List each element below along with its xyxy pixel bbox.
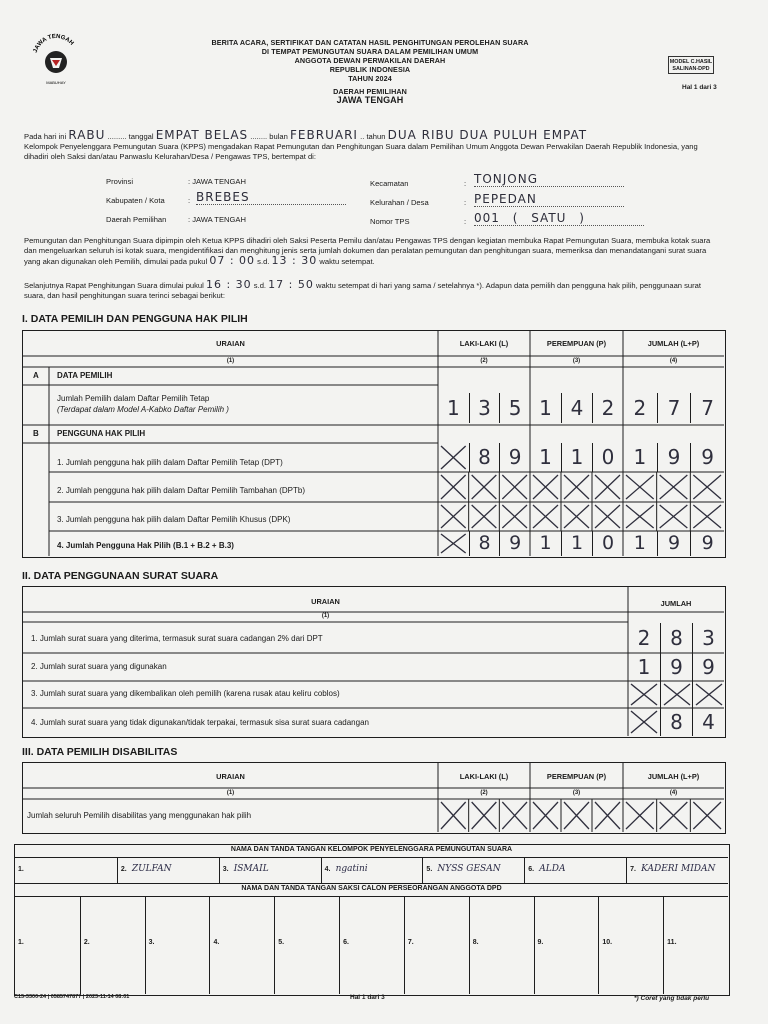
saksi-number: 3. <box>148 939 155 946</box>
b4-jumlah-digit-3: 9 <box>690 531 724 556</box>
saksi-number: 9. <box>537 939 544 946</box>
saksi-signature-11 <box>663 897 728 994</box>
b1-jumlah-digit-2: 9 <box>657 443 691 472</box>
s3-col-l: LAKI-LAKI (L) <box>459 772 509 781</box>
b1-jumlah-digit-3: 9 <box>690 443 724 472</box>
s1-num2: (2) <box>480 358 488 364</box>
b4-perempuan-digit-2: 1 <box>561 531 592 556</box>
s1-b-row4: 4. Jumlah Pengguna Hak Pilih (B.1 + B.2 + B.3) <box>57 541 234 550</box>
kpps-number: 7. <box>630 866 636 873</box>
kpps-signature-5 <box>422 858 524 883</box>
b4-perempuan-digit-3: 0 <box>592 531 623 556</box>
kpps-number: 4. <box>324 866 331 873</box>
s1-b-title: PENGGUNA HAK PILIH <box>57 429 146 438</box>
b1-perempuan-digit-3: 0 <box>592 443 623 472</box>
b4-jumlah-digit-2: 9 <box>657 531 691 556</box>
b1-perempuan-digit-1: 1 <box>539 445 552 469</box>
s3-col-p: PEREMPUAN (P) <box>546 772 607 781</box>
a-laki-digit-2: 3 <box>469 393 500 423</box>
b1-jumlah-digit-1: 1 <box>633 445 647 469</box>
saksi-signature-5 <box>274 897 339 994</box>
s2-row1: 1. Jumlah surat suara yang diterima, termasuk surat suara cadangan 2% dari DPT <box>31 634 323 643</box>
dapil-label: Daerah Pemilihan <box>106 215 167 224</box>
b4-laki-digit-2: 8 <box>469 531 500 556</box>
a-perempuan-digit-1: 1 <box>539 396 552 420</box>
b4-laki-digit-1 <box>438 531 469 556</box>
s1-col-uraian: URAIAN <box>216 339 245 348</box>
svg-text:MABUHAY: MABUHAY <box>46 80 66 85</box>
kpps-name: ngatini <box>335 864 368 874</box>
b1-laki-digit-1 <box>438 443 469 472</box>
s3-col-uraian: URAIAN <box>216 772 245 781</box>
s2-row4: 4. Jumlah surat suara yang tidak digunakan/tidak terpakai, termasuk sisa surat suara cadangan <box>31 718 369 727</box>
s2-num1: (1) <box>321 613 330 619</box>
saksi-signature-10 <box>598 897 663 994</box>
tps-label: Nomor TPS <box>370 217 410 226</box>
s1-a-row1: Jumlah Pemilih dalam Daftar Pemilih Tetap <box>57 394 210 403</box>
s3-perempuan <box>530 799 623 837</box>
s1-b-row2: 2. Jumlah pengguna hak pilih dalam Daftar Pemilih Tambahan (DPTb) <box>57 486 305 495</box>
kpps-signature-2 <box>117 858 219 883</box>
saksi-signature-4 <box>209 897 274 994</box>
s3-num2: (2) <box>480 790 488 796</box>
saksi-number: 8. <box>472 939 479 946</box>
form-page: JAWA TENGAH MABUHAY BERITA ACARA, SERTIFIKAT DAN CATATAN HASIL PENGHITUNGAN PEROLEHAN SUARA DI TEMPAT PEMUNGUTAN SUARA DALAM PEMILIHAN UMUM ANGGOTA DEWAN PERWAKILAN DAERAH REPUBLIK INDONESIA TAHUN 2024 DAERAH PEMILIHAN JAWA TENGAH MODEL C.HASIL SALINAN-DPD Hal 1 dari 3 Pada hari ini RABU ......... tanggal EMPAT BELAS ........ bulan FEBRUARI .. tahun DUA RIBU DUA PULUH EMPAT Kelompok Penyelenggara Pemungutan Suara (KPPS) mengadakan Rapat Pemungutan dan Penghitungan Suara dalam Pemilihan Umum Anggota Dewan Perwakilan Daerah Republik Indonesia, yang dihadiri oleh Saksi dan/atau Panwaslu Kelurahan/Desa / Pengawas TPS, bertempat di: Provinsi : JAWA TENGAH Kabupaten / Kota : BREBES Daerah Pemilihan : JAWA TENGAH Kecamatan : TONJONG Kelurahan / Desa : PEPEDAN Nomor TPS : 001 ( SATU ) Pemungutan dan Penghitungan Suara dipimpin oleh Ketua KPPS dihadiri oleh Saksi Peserta Pemilu dan/atau Pengawas TPS dengan kegiatan membuka Rapat Pemungutan Suara, membuka kotak suara dan mengeluarkan seluruh isi kotak suara, mengidentifikasi dan menghitung jenis serta jumlah dokumen dan peralatan pemungutan dan penghitungan suara, memeriksa dan menandatangani surat suara yang akan digunakan oleh Pemilih, dimulai pada pukul 07 : 00 s.d. 13 : 30 waktu setempat. Selanjutnya Rapat Penghitungan Suara dimulai pukul 16 : 30 s.d. 17 : 50 waktu setempat di hari yang sama / setelahnya *). Adapun data pemilih dan pengguna hak pilih, penggunaan surat suara, dan hasil penghitungan suara terinci sebagai berikut: I. DATA PEMILIH DAN PENGGUNA HAK PILIH URAIAN LAKI-LAKI (L) PEREMPUAN (P) JUMLAH (L+P) (1) (2) (3) (4) A DATA PEMILIH Jumlah Pemilih dalam Daftar Pemilih Tetap (Terdapat dalam Model A-Kabko Daftar Pemilih ) B PENGGUNA HAK PILIH 1. Jumlah pengguna hak pilih dalam Daftar Pemilih Tetap (DPT) 2. Jumlah pengguna hak pilih dalam Daftar Pemilih Tambahan (DPTb) 3. Jumlah pengguna hak pilih dalam Daftar Pemilih Khusus (DPK) 4. Jumlah Pengguna Hak Pilih (B.1 + B.2 + B.3) 1 3 5 1 4 2 2 7 7 8 9 1 1 0 1 9 9 8 9 1 1 0 1 9 9 II. DATA PENGGUNAAN SURAT SUARA URAIAN JUMLAH (1) 1. Jumlah surat suara yang diterima, termasuk surat suara cadangan 2% dari DPT 2. Jumlah surat suara yang digunakan 3. Jumlah surat suara yang dikembalikan oleh pemilih (karena rusak atau keliru coblos) 4. Jumlah surat suara yang tidak digunakan/tidak terpakai, termasuk sisa surat suara cadangan 2 8 3 1 9 9 8 4 III. DATA PEMILIH DISABILITAS URAIAN LAKI-LAKI (L) PEREMPUAN (P) JUMLAH (L+P) (1) (2) (3) (4) Jumlah seluruh Pemilih disabilitas yang menggunakan hak pilih NAMA DAN TANDA TANGAN KELOMPOK PENYELENGGARA PEMUNGUTAN SUARA 1. 2. ZULFAN 3. ISMAIL 4. ngatini 5. NYSS GESAN 6. ALDA 7. KADERI MIDAN NAMA DAN TANDA TANGAN SAKSI CALON PERSEORANGAN ANGGOTA DPD 1. 2. 3. 4. 5. 6. 7. 8. 9. 10. 11. C15-3300-24 | 0585747877 | 2023-11-14 08:01 Hal 1 dari 3 *) Coret yang tidak perlu <box>0 0 768 1024</box>
a-perempuan-digit-3: 2 <box>592 393 623 423</box>
s2-row2-jumlah-digit-3: 9 <box>692 653 724 681</box>
s2-row3-jumlah-digit-3 <box>692 681 724 708</box>
section2-table <box>22 586 726 738</box>
s2-col-uraian: URAIAN <box>311 597 340 606</box>
kpps-title: NAMA DAN TANDA TANGAN KELOMPOK PENYELENGGARA PEMUNGUTAN SUARA <box>230 846 513 853</box>
s3-laki <box>438 799 530 837</box>
saksi-number: 10. <box>602 939 613 946</box>
kabupaten-value: BREBES <box>196 190 346 205</box>
kpps-name: ALDA <box>539 864 566 874</box>
body-paragraph: Pemungutan dan Penghitungan Suara dipimpin oleh Ketua KPPS dihadiri oleh Saksi Peserta Pemilu dan/atau Pengawas TPS dengan kegiatan membuka Rapat Pemungutan Suara, membuka kotak suara dan mengeluarkan seluruh isi kotak suara, mengidentifikasi dan menghitung jenis serta jumlah dokumen dan peralatan pemungutan dan penghitungan suara, memeriksa dan menandatangani surat suara yang akan digunakan oleh Pemilih, dimulai pada pukul 07 : 00 s.d. 13 : 30 waktu setempat. <box>24 236 711 267</box>
saksi-number: 1. <box>18 939 24 946</box>
footer-right: *) Coret yang tidak perlu <box>634 995 710 1002</box>
s3-num3: (3) <box>572 790 581 796</box>
saksi-number: 11. <box>667 939 677 946</box>
saksi-signature-9 <box>534 897 599 994</box>
b4-laki-digit-3: 9 <box>499 531 530 556</box>
b1-laki-digit-3: 9 <box>499 443 530 472</box>
s3-col-lp: JUMLAH (L+P) <box>647 772 700 781</box>
kpps-signature-1 <box>15 858 117 883</box>
kpps-number: 6. <box>528 866 535 873</box>
section2-title: II. DATA PENGGUNAAN SURAT SUARA <box>22 570 219 582</box>
s1-b-row3: 3. Jumlah pengguna hak pilih dalam Daftar Pemilih Khusus (DPK) <box>57 515 291 524</box>
section1-table <box>22 330 726 558</box>
s2-col-jumlah: JUMLAH <box>660 599 692 608</box>
saksi-signature-3 <box>145 897 210 994</box>
a-perempuan-digit-2: 4 <box>561 393 592 423</box>
s2-row1-jumlah-digit-1: 2 <box>637 626 651 650</box>
s3-jumlah <box>623 799 724 837</box>
footer-left: C15-3300-24 | 0585747877 | 2023-11-14 08:01 <box>14 994 130 1000</box>
kpps-signature-6 <box>524 858 626 883</box>
kpps-name: ISMAIL <box>233 864 269 874</box>
kecamatan-value: TONJONG <box>474 172 624 187</box>
s2-row2-jumlah-digit-1: 1 <box>637 655 651 679</box>
intro-line: Pada hari ini RABU ......... tanggal EMPAT BELAS ........ bulan FEBRUARI .. tahun DUA RIBU DUA PULUH EMPAT <box>24 128 588 142</box>
s2-row1-jumlah-digit-2: 8 <box>660 623 692 653</box>
saksi-number: 2. <box>83 939 90 946</box>
saksi-title: NAMA DAN TANDA TANGAN SAKSI CALON PERSEORANGAN ANGGOTA DPD <box>241 885 502 892</box>
intro-text: Kelompok Penyelenggara Pemungutan Suara (KPPS) mengadakan Rapat Pemungutan dan Penghitungan Suara dalam Pemilihan Umum Anggota Dewan Perwakilan Daerah Republik Indonesia, yang dihadiri oleh Saksi dan/atau Panwaslu Kelurahan/Desa / Pengawas TPS, bertempat di: <box>24 142 698 161</box>
b1-laki-digit-2: 8 <box>469 443 500 472</box>
section3-title: III. DATA PEMILIH DISABILITAS <box>22 746 178 758</box>
s2-row4-jumlah-digit-2: 8 <box>660 708 692 736</box>
provinsi-value: : JAWA TENGAH <box>188 177 246 186</box>
saksi-number: 5. <box>278 939 285 946</box>
s3-row1: Jumlah seluruh Pemilih disabilitas yang menggunakan hak pilih <box>27 811 252 820</box>
section1-title: I. DATA PEMILIH DAN PENGGUNA HAK PILIH <box>22 313 248 325</box>
tps-value: 001 ( SATU ) <box>474 211 644 226</box>
s1-num4: (4) <box>669 358 678 364</box>
kecamatan-label: Kecamatan <box>370 179 409 188</box>
saksi-number: 7. <box>407 939 414 946</box>
a-laki-digit-1: 1 <box>446 396 460 420</box>
section3-table <box>22 762 726 834</box>
dapil-value: : JAWA TENGAH <box>188 215 246 224</box>
a-jumlah-digit-1: 2 <box>633 396 647 420</box>
b4-jumlah-digit-1: 1 <box>633 532 646 554</box>
s1-col-p: PEREMPUAN (P) <box>546 339 607 348</box>
kpps-number: 2. <box>120 866 127 873</box>
saksi-signature-7 <box>404 897 469 994</box>
s1-col-lp: JUMLAH (L+P) <box>647 339 700 348</box>
s1-a-letter: A <box>33 371 39 380</box>
page-label: Hal 1 dari 3 <box>682 84 717 91</box>
s2-row2-jumlah-digit-2: 9 <box>660 653 692 681</box>
body-paragraph-2: Selanjutnya Rapat Penghitungan Suara dimulai pukul 16 : 30 s.d. 17 : 50 waktu setempat di hari yang sama / setelahnya *). Adapun data pemilih dan pengguna hak pilih, penggunaan surat suara, dan hasil penghitungan suara terinci sebagai berikut: <box>24 278 702 300</box>
s1-num1: (1) <box>226 358 235 364</box>
s1-num3: (3) <box>572 358 581 364</box>
kpps-name: ZULFAN <box>131 864 172 874</box>
s3-num4: (4) <box>669 790 678 796</box>
kpps-signature-4 <box>321 858 423 883</box>
s2-row3-jumlah-digit-2 <box>660 681 692 708</box>
kelurahan-label: Kelurahan / Desa <box>370 198 429 207</box>
s2-row1-jumlah-digit-3: 3 <box>692 623 724 653</box>
s1-a-title: DATA PEMILIH <box>57 371 113 380</box>
kpps-signature-3 <box>219 858 321 883</box>
s1-col-l: LAKI-LAKI (L) <box>459 339 509 348</box>
s1-b-row1: 1. Jumlah pengguna hak pilih dalam Daftar Pemilih Tetap (DPT) <box>57 458 283 467</box>
s2-row4-jumlah-digit-3: 4 <box>692 708 724 736</box>
saksi-signature-8 <box>469 897 534 994</box>
kpps-name: NYSS GESAN <box>437 864 501 874</box>
a-laki-digit-3: 5 <box>499 393 530 423</box>
s2-row3-jumlah-digit-1 <box>628 681 660 708</box>
s2-row2: 2. Jumlah surat suara yang digunakan <box>31 662 167 671</box>
footer-center: Hal 1 dari 3 <box>350 994 385 1001</box>
s2-row3: 3. Jumlah surat suara yang dikembalikan oleh pemilih (karena rusak atau keliru coblos) <box>31 689 340 698</box>
s3-num1: (1) <box>226 790 235 796</box>
kpps-number: 5. <box>426 866 433 873</box>
provinsi-label: Provinsi <box>106 177 134 186</box>
kpps-name: KADERI MIDAN <box>641 864 716 874</box>
b1-perempuan-digit-2: 1 <box>561 443 592 472</box>
saksi-signature-2 <box>80 897 145 994</box>
doc-title: BERITA ACARA, SERTIFIKAT DAN CATATAN HASIL PENGHITUNGAN PEROLEHAN SUARA DI TEMPAT PEMUNGUTAN SUARA DALAM PEMILIHAN UMUM ANGGOTA DEWAN PERWAKILAN DAERAH REPUBLIK INDONESIA TAHUN 2024 DAERAH PEMILIHAN JAWA TENGAH <box>211 38 529 105</box>
saksi-number: 4. <box>213 939 220 946</box>
s1-b-letter: B <box>33 429 39 438</box>
svg-text:JAWA TENGAH: JAWA TENGAH <box>32 33 75 54</box>
a-jumlah-digit-3: 7 <box>690 393 724 423</box>
kpps-signature-7 <box>626 858 728 883</box>
s2-row4-jumlah-digit-1 <box>628 708 660 736</box>
kpps-number: 1. <box>18 866 24 873</box>
saksi-number: 6. <box>343 939 349 946</box>
signature-section <box>14 844 730 996</box>
saksi-signature-6 <box>339 897 404 994</box>
kpu-logo <box>28 28 84 90</box>
a-jumlah-digit-2: 7 <box>657 393 691 423</box>
model-box: MODEL C.HASIL SALINAN-DPD <box>668 56 714 74</box>
kpps-number: 3. <box>222 866 229 873</box>
b4-perempuan-digit-1: 1 <box>539 532 552 554</box>
s1-a-row1b: (Terdapat dalam Model A-Kabko Daftar Pemilih ) <box>57 405 229 414</box>
saksi-signature-1 <box>15 897 80 994</box>
kabupaten-label: Kabupaten / Kota <box>106 196 165 205</box>
kelurahan-value: PEPEDAN <box>474 192 624 207</box>
